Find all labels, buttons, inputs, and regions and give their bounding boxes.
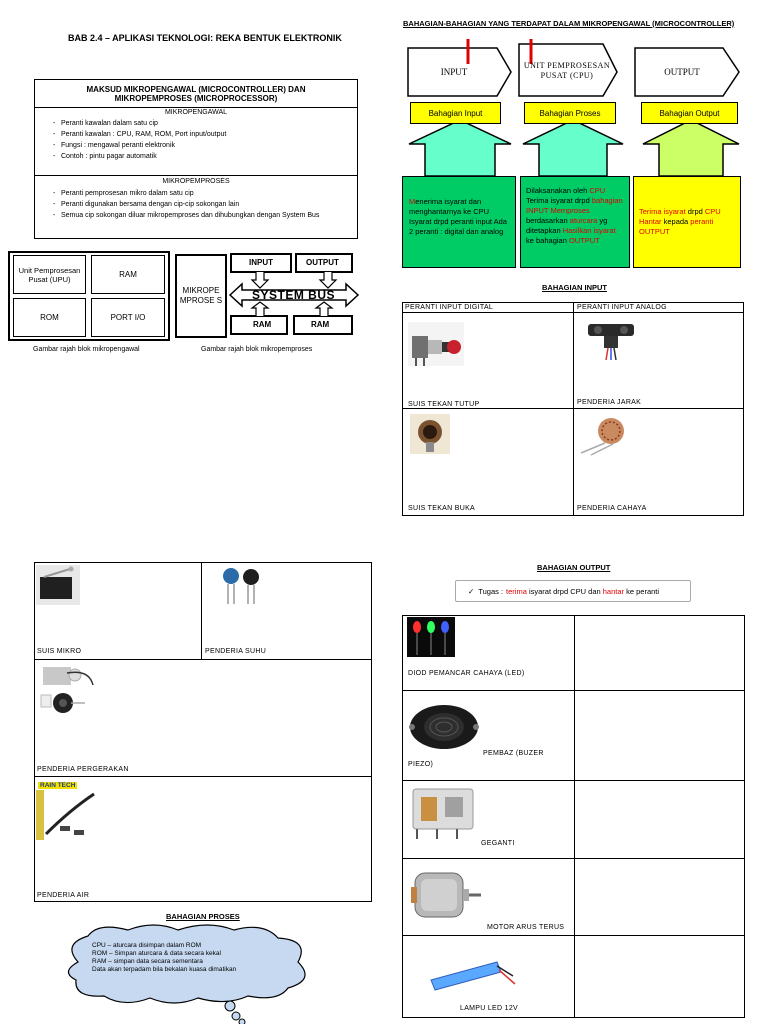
motion-sensor-image xyxy=(37,665,97,715)
mp-ram2-label: RAM xyxy=(311,320,330,329)
input-part-label: Bahagian Input xyxy=(410,102,501,124)
table-row-line xyxy=(402,690,745,691)
output-description-text: CPU xyxy=(704,207,721,216)
dc-motor-image xyxy=(407,865,483,925)
table-row-line xyxy=(34,659,372,660)
microcontroller-section xyxy=(35,108,357,176)
input-item-label: PENDERIA AIR xyxy=(37,892,90,899)
flow-output-box: OUTPUT xyxy=(664,67,700,77)
task-text xyxy=(506,587,659,596)
relay-image xyxy=(407,785,477,839)
checkmark-icon: ✓ xyxy=(468,586,475,596)
microcontroller-item: - Peranti kawalan dalam satu cip xyxy=(35,118,357,129)
output-description-text: peranti OUTPUT xyxy=(639,217,714,236)
table-col-line xyxy=(573,302,574,516)
mp-ram1-label: RAM xyxy=(253,320,272,329)
mc-diagram-caption: Gambar rajah blok mikropengawal xyxy=(33,346,140,353)
process-description-text: aturcara xyxy=(569,216,598,225)
output-item-label: PIEZO) xyxy=(408,761,434,768)
distance-sensor-image xyxy=(584,320,640,362)
output-part-label: Bahagian Output xyxy=(641,102,738,124)
process-arrow-shape xyxy=(523,120,623,176)
process-description-text: Memproses xyxy=(550,206,590,215)
light-sensor-image xyxy=(577,415,633,457)
input-item-label: PENDERIA JARAK xyxy=(577,399,642,406)
process-part-label: Bahagian Proses xyxy=(524,102,616,124)
push-button-closed-image xyxy=(408,322,464,366)
microprocessor-section xyxy=(35,176,357,221)
input-description-text: enerima isyarat dan menghantarnya ke CPU Isyarat drpd peranti input Ada 2 peranti : digital dan analog xyxy=(409,197,507,236)
mp-input-label: INPUT xyxy=(249,258,273,267)
task-text-run: terima xyxy=(506,586,527,596)
temperature-sensor-image xyxy=(217,566,267,606)
table-row-line xyxy=(402,858,745,859)
mp-cpu-block: MIKROPE MPROSE S xyxy=(175,254,227,338)
microcontroller-item: - Peranti kawalan : CPU, RAM, ROM, Port input/output xyxy=(35,129,357,140)
microprocessor-item: - Semua cip sokongan diluar mikropemproses dan dihubungkan dengan System Bus xyxy=(35,210,357,221)
input-description-text: M xyxy=(409,197,416,206)
mc-port-block: PORT I/O xyxy=(91,298,165,337)
input-item-label: SUIS MIKRO xyxy=(37,648,82,655)
process-note-line: RAM – simpan data secara sementara xyxy=(92,958,203,965)
output-description-text: Terima isyarat xyxy=(639,207,686,216)
task-text-run: hantar xyxy=(602,586,625,596)
microcontroller-parts-title: BAHAGIAN-BAHAGIAN YANG TERDAPAT DALAM MIKROPENGAWAL (MICROCONTROLLER) xyxy=(403,19,735,28)
microcontroller-title: MIKROPENGAWAL xyxy=(164,109,228,116)
mc-cpu-block: Unit Pemprosesan Pusat (UPU) xyxy=(13,255,86,294)
buzzer-image xyxy=(406,697,482,755)
input-arrow-shape xyxy=(409,120,511,176)
output-item-label: DIOD PEMANCAR CAHAYA (LED) xyxy=(408,670,525,677)
microprocessor-item: - Peranti pemprosesan mikro dalam satu cip xyxy=(35,188,357,199)
input-description xyxy=(402,176,516,268)
task-text-run: isyarat drpd CPU dan xyxy=(526,586,603,596)
mc-ram-block: RAM xyxy=(91,255,165,294)
definition-heading: MAKSUD MIKROPENGAWAL (MICROCONTROLLER) DAN MIKROPEMPROSES (MICROPROCESSOR) xyxy=(35,80,357,108)
input-devices-table-2 xyxy=(34,562,372,902)
microprocessor-item: - Peranti digunakan bersama dengan cip-cip sokongan lain xyxy=(35,199,357,210)
process-description-text: yg ditetapkan xyxy=(526,216,608,235)
microprocessor-list xyxy=(35,188,357,221)
output-item-label: LAMPU LED 12V xyxy=(460,1005,518,1012)
process-description-text: Hasilkan isyarat xyxy=(562,226,616,235)
process-description xyxy=(520,176,630,268)
process-note-line: CPU – aturcara disimpan dalam ROM xyxy=(92,942,202,949)
output-arrow-shape xyxy=(643,120,739,176)
definition-box xyxy=(34,79,358,239)
task-text-run: ke peranti xyxy=(624,586,660,596)
process-description-text: OUTPUT xyxy=(568,236,600,245)
page-title: BAB 2.4 – APLIKASI TEKNOLOGI: REKA BENTUK ELEKTRONIK xyxy=(68,33,342,43)
input-section-title: BAHAGIAN INPUT xyxy=(542,283,607,292)
output-description-text: kepada xyxy=(661,217,691,226)
table-col-line xyxy=(201,562,202,659)
led-lamp-12v-image xyxy=(427,950,519,994)
col-digital-header: PERANTI INPUT DIGITAL xyxy=(405,304,494,311)
output-description xyxy=(633,176,741,268)
mp-system-bus-label: SYSTEM BUS xyxy=(252,288,336,302)
table-col-line xyxy=(574,615,575,1018)
process-description-text: CPU xyxy=(589,186,606,195)
process-section-title: BAHAGIAN PROSES xyxy=(166,912,240,921)
flow-input-box: INPUT xyxy=(440,67,468,77)
table-row-line xyxy=(34,776,372,777)
flow-cpu-box: UNIT PEMPROSESAN PUSAT (CPU) xyxy=(523,61,611,80)
process-note-line: ROM – Simpan aturcara & data secara kekal xyxy=(92,950,221,957)
output-section-title: BAHAGIAN OUTPUT xyxy=(537,563,611,572)
output-item-label: GEGANTI xyxy=(481,840,515,847)
process-description-text: bahagian INPUT xyxy=(526,196,623,215)
output-task-box xyxy=(455,580,691,602)
water-sensor-image xyxy=(36,790,98,840)
table-row-line xyxy=(402,780,745,781)
mp-diagram-caption: Gambar rajah blok mikropemproses xyxy=(201,346,313,353)
output-item-label: MOTOR ARUS TERUS xyxy=(487,924,565,931)
input-item-label: PENDERIA SUHU xyxy=(205,648,267,655)
input-item-label: PENDERIA CAHAYA xyxy=(577,505,647,512)
col-analog-header: PERANTI INPUT ANALOG xyxy=(577,304,667,311)
input-item-label: PENDERIA PERGERAKAN xyxy=(37,766,129,773)
microcontroller-list xyxy=(35,118,357,162)
process-notes xyxy=(92,942,236,974)
table-row-line xyxy=(402,935,745,936)
output-description-text: drpd xyxy=(685,207,705,216)
process-description-text: Terima isyarat drpd xyxy=(526,196,592,205)
microcontroller-item: - Fungsi : mengawal peranti elektronik xyxy=(35,140,357,151)
process-description-text: Dilaksanakan oleh xyxy=(526,186,590,195)
micro-switch-image xyxy=(36,565,80,605)
process-note-line: Data akan terpadam bila bekalan kuasa dimatikan xyxy=(92,966,237,973)
input-item-label: SUIS TEKAN TUTUP xyxy=(408,401,480,408)
output-description-text: Hantar xyxy=(639,217,662,226)
mc-rom-block: ROM xyxy=(13,298,86,337)
mp-output-label: OUTPUT xyxy=(306,258,339,267)
rain-tech-brand: RAIN TECH xyxy=(40,782,76,789)
process-description-text: berdasarkan xyxy=(526,216,570,225)
process-description-text: ke bahagian xyxy=(526,236,569,245)
push-button-open-image xyxy=(410,414,450,454)
output-item-label: PEMBAZ (BUZER xyxy=(483,750,544,757)
task-label: Tugas : xyxy=(478,586,504,596)
microcontroller-item: - Contoh : pintu pagar automatik xyxy=(35,151,357,162)
led-image xyxy=(407,617,455,657)
input-item-label: SUIS TEKAN BUKA xyxy=(408,505,476,512)
microprocessor-title: MIKROPEMPROSES xyxy=(162,178,230,185)
